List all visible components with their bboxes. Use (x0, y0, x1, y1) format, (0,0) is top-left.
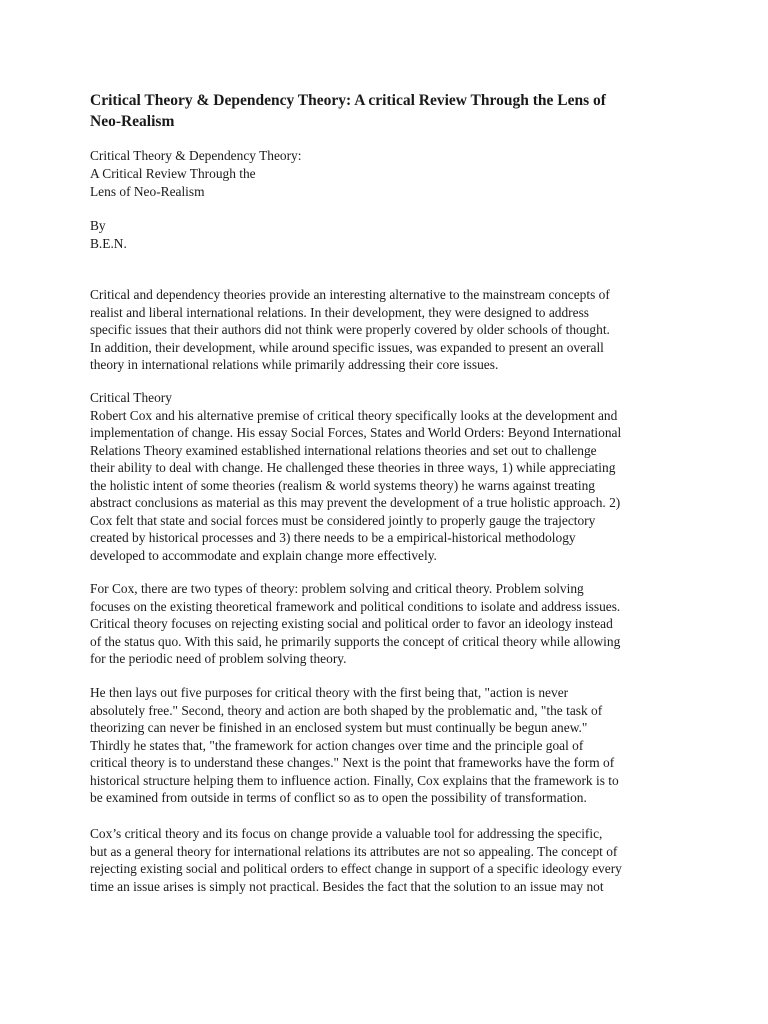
text-line: focuses on the existing theoretical framework and political conditions to isolate and address issues. (90, 598, 621, 614)
text-line: Robert Cox and his alternative premise of critical theory specifically looks at the development and (90, 407, 618, 423)
text-line: developed to accommodate and explain change more effectively. (90, 547, 437, 563)
text-line: theory in international relations while primarily addressing their core issues. (90, 357, 499, 372)
text-line: theorizing can never be finished in an enclosed system but must continually be begun anew." (90, 720, 588, 735)
byline (90, 217, 690, 253)
text-line: Critical and dependency theories provide an interesting alternative to the mainstream concepts of (90, 287, 610, 302)
section-heading: Critical Theory (90, 390, 172, 405)
paragraph-critique (90, 825, 690, 895)
text-line: Cox’s critical theory and its focus on change provide a valuable tool for addressing the specific, (90, 826, 603, 841)
text-line: but as a general theory for international relations its attributes are not so appealing. The concept of (90, 843, 618, 859)
paragraph-critical-theory (90, 389, 690, 564)
text-line: realist and liberal international relations. In their development, they were designed to address (90, 304, 590, 320)
text-line: specific issues that their authors did not think were properly covered by older schools of thought. (90, 322, 610, 337)
text-line: Relations Theory examined established international relations theories and set out to challenge (90, 442, 597, 458)
text-line: critical theory is to understand these changes." Next is the point that frameworks have the form of (90, 755, 615, 770)
text-line: rejecting existing social and political orders to effect change in support of a specific ideology every (90, 861, 622, 876)
text-line: historical structure helping them to influence action. Finally, Cox explains that the framework is to (90, 772, 619, 788)
text-line: abstract conclusions as material as this may prevent the development of a true holistic approach. 2) (90, 495, 621, 510)
text-line: For Cox, there are two types of theory: problem solving and critical theory. Problem solving (90, 581, 584, 596)
text-line: be examined from outside in terms of conflict so as to open the possibility of transformation. (90, 790, 587, 805)
text-line: absolutely free." Second, theory and action are both shaped by the problematic and, "the task of (90, 702, 603, 718)
subtitle-line: A Critical Review Through the (90, 166, 256, 181)
text-line: the holistic intent of some theories (realism & world systems theory) he warns against treating (90, 477, 596, 493)
paragraph-five-purposes (90, 684, 690, 807)
title-line: Critical Theory & Dependency Theory: A critical Review Through the Lens of (90, 92, 606, 109)
subtitle-line: Critical Theory & Dependency Theory: (90, 148, 302, 163)
text-line: He then lays out five purposes for critical theory with the first being that, "action is never (90, 685, 569, 700)
text-line: time an issue arises is simply not practical. Besides the fact that the solution to an issue may not (90, 878, 604, 894)
author-name: B.E.N. (90, 236, 127, 251)
text-line: their ability to deal with change. He challenged these theories in three ways, 1) while appreciating (90, 460, 616, 475)
subtitle-line: Lens of Neo-Realism (90, 184, 205, 199)
text-line: for the periodic need of problem solving theory. (90, 651, 347, 666)
text-line: In addition, their development, while around specific issues, was expanded to present an overall (90, 339, 604, 355)
text-line: Cox felt that state and social forces must be considered jointly to properly gauge the trajectory (90, 512, 596, 528)
paragraph-intro (90, 286, 690, 374)
byline-by: By (90, 218, 106, 233)
document-title (90, 90, 690, 132)
text-line: Critical theory focuses on rejecting existing social and political order to favor an ideology instead (90, 616, 613, 631)
title-line: Neo-Realism (90, 113, 175, 130)
text-line: Thirdly he states that, "the framework for action changes over time and the principle goal of (90, 737, 584, 753)
paragraph-types-of-theory (90, 580, 690, 668)
document-subtitle (90, 147, 690, 201)
text-line: created by historical processes and 3) there needs to be a empirical-historical methodology (90, 530, 576, 545)
text-line: implementation of change. His essay Social Forces, States and World Orders: Beyond International (90, 425, 622, 440)
text-line: of the status quo. With this said, he primarily supports the concept of critical theory while allowing (90, 633, 621, 649)
